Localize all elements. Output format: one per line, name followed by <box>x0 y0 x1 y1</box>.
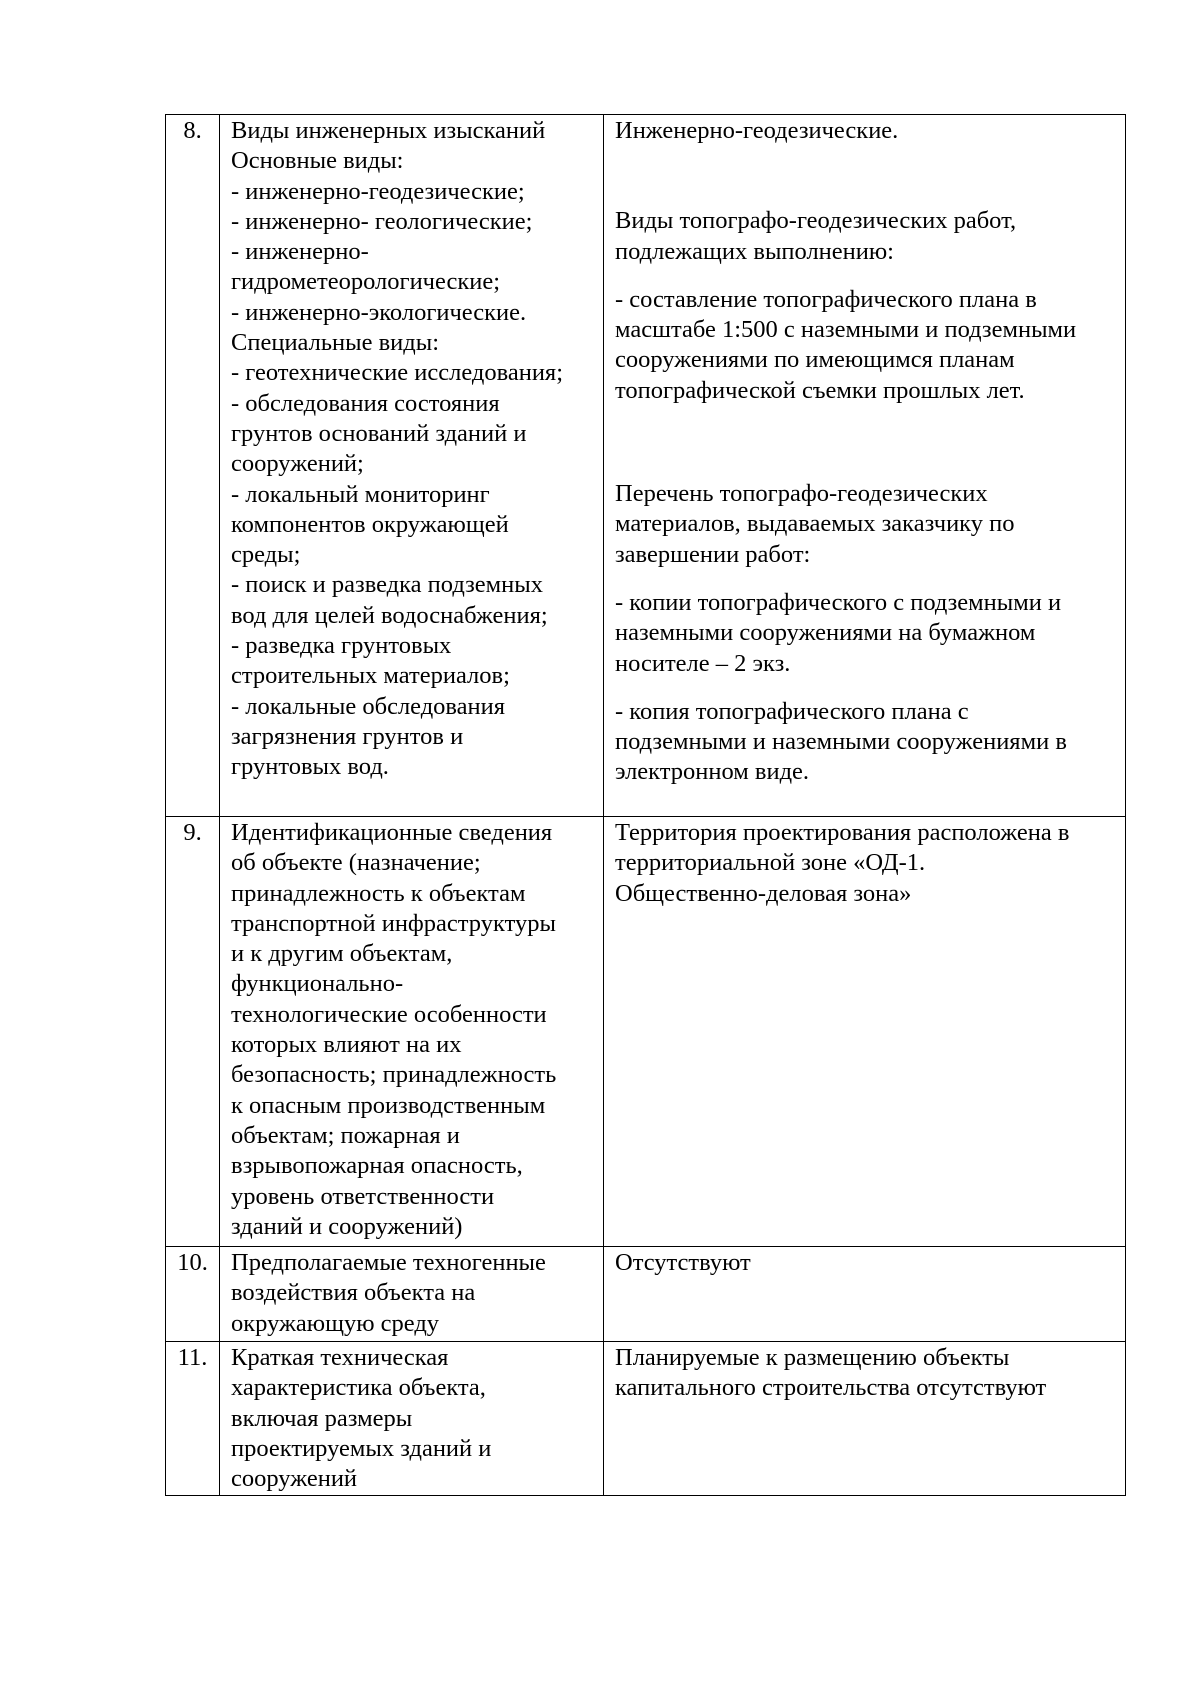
text-line: - инженерно- <box>231 238 369 266</box>
text-line: Отсутствуют <box>615 1249 751 1276</box>
text-line: строительных материалов; <box>231 662 510 690</box>
text-line: окружающую среду <box>231 1309 440 1337</box>
text-line: подлежащих выполнению: <box>615 237 894 265</box>
text-line: - локальный мониторинг <box>231 480 490 508</box>
text-line: - геотехнические исследования; <box>231 359 564 387</box>
text-line: грунтовых вод. <box>231 753 389 781</box>
row-number: 11. <box>166 1342 220 1496</box>
row-number: 9. <box>166 817 220 1247</box>
text-line: транспортной инфраструктуры <box>231 909 556 937</box>
text-line: уровень ответственности <box>231 1182 495 1210</box>
text-line: - инженерно-экологические. <box>231 298 527 326</box>
text-line: Виды инженерных изысканий <box>231 117 546 144</box>
text-line: воздействия объекта на <box>231 1279 476 1307</box>
text-line: грунтов оснований зданий и <box>231 419 527 447</box>
text-line: об объекте (назначение; <box>231 849 481 877</box>
text-line: технологические особенности <box>231 1000 547 1028</box>
requirements-table <box>165 114 1126 1496</box>
text-line: территориальной зоне «ОД-1. <box>615 849 926 877</box>
row-value <box>604 817 1126 1247</box>
text-line: взрывопожарная опасность, <box>231 1152 523 1180</box>
text-line: - обследования состояния <box>231 389 500 417</box>
text-line: Перечень топографо-геодезических <box>615 480 988 508</box>
text-line: завершении работ: <box>615 540 811 568</box>
text-line: сооружений; <box>231 450 364 478</box>
text-line: Планируемые к размещению объекты <box>615 1344 1010 1371</box>
text-line: компонентов окружающей <box>231 510 509 538</box>
text-line: принадлежность к объектам <box>231 879 526 907</box>
text-line: Краткая техническая <box>231 1344 449 1371</box>
text-line: Инженерно-геодезические. <box>615 117 899 144</box>
text-line: носителе – 2 экз. <box>615 649 791 677</box>
table-row <box>166 115 1126 817</box>
row-number: 8. <box>166 115 220 817</box>
text-line: гидрометеорологические; <box>231 268 501 296</box>
text-line: топографической съемки прошлых лет. <box>615 376 1025 404</box>
text-line: электронном виде. <box>615 758 810 786</box>
text-line: - составление топографического плана в <box>615 285 1037 313</box>
text-line: загрязнения грунтов и <box>231 722 464 750</box>
text-line: капитального строительства отсутствуют <box>615 1374 1047 1402</box>
row-value <box>604 1342 1126 1496</box>
text-line: сооружений <box>231 1465 358 1493</box>
text-line: - инженерно-геодезические; <box>231 177 525 205</box>
row-parameter-name <box>220 1247 604 1342</box>
text-line: вод для целей водоснабжения; <box>231 601 548 629</box>
text-line: - поиск и разведка подземных <box>231 571 543 599</box>
text-line: среды; <box>231 541 301 569</box>
text-line: - разведка грунтовых <box>231 632 452 660</box>
table-row <box>166 817 1126 1247</box>
row-value <box>604 115 1126 817</box>
row-number: 10. <box>166 1247 220 1342</box>
text-line: Предполагаемые техногенные <box>231 1249 546 1276</box>
text-line: зданий и сооружений) <box>231 1212 463 1240</box>
row-parameter-name <box>220 1342 604 1496</box>
text-line: объектам; пожарная и <box>231 1121 460 1149</box>
text-line: которых влияют на их <box>231 1031 462 1059</box>
text-line: Основные виды: <box>231 147 404 175</box>
text-line: сооружениями по имеющимся планам <box>615 346 1015 374</box>
text-line: к опасным производственным <box>231 1091 546 1119</box>
text-line: функционально- <box>231 970 404 998</box>
text-line: и к другим объектам, <box>231 940 453 968</box>
text-line: наземными сооружениями на бумажном <box>615 619 1036 647</box>
table-row <box>166 1342 1126 1496</box>
text-line: - инженерно- геологические; <box>231 207 533 235</box>
text-line: - копии топографического с подземными и <box>615 588 1062 616</box>
text-line: безопасность; принадлежность <box>231 1061 557 1089</box>
text-line: масштабе 1:500 с наземными и подземными <box>615 316 1077 344</box>
text-line: Идентификационные сведения <box>231 819 553 846</box>
text-line: - локальные обследования <box>231 692 506 720</box>
text-line: Виды топографо-геодезических работ, <box>615 207 1017 235</box>
text-line: Общественно-деловая зона» <box>615 879 912 907</box>
text-line: Территория проектирования расположена в <box>615 819 1070 846</box>
text-line: включая размеры <box>231 1404 413 1432</box>
text-line: подземными и наземными сооружениями в <box>615 728 1067 756</box>
text-line: материалов, выдаваемых заказчику по <box>615 510 1015 538</box>
text-line: - копия топографического плана с <box>615 697 969 725</box>
row-parameter-name <box>220 817 604 1247</box>
row-value <box>604 1247 1126 1342</box>
table-row <box>166 1247 1126 1342</box>
text-line: характеристика объекта, <box>231 1374 486 1402</box>
text-line: Специальные виды: <box>231 329 440 357</box>
row-parameter-name <box>220 115 604 817</box>
text-line: проектируемых зданий и <box>231 1434 492 1462</box>
